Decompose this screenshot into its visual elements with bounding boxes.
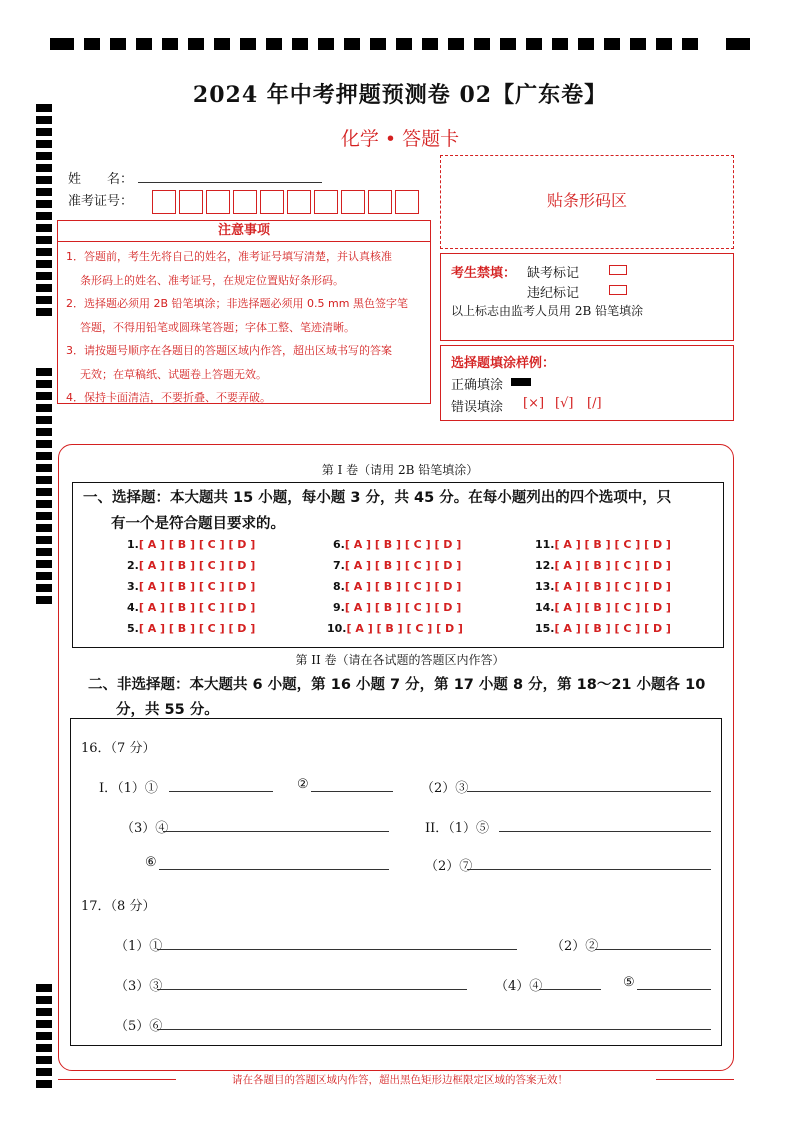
mcq-item-5[interactable]: 5.[ A ] [ B ] [ C ] [ D ] <box>127 622 256 635</box>
notice-line: 3．请按题号顺序在各题目的答题区域内作答，超出区域书写的答案 <box>66 344 392 357</box>
id-label: 准考证号： <box>68 194 134 209</box>
part2-title-line1: 二、非选择题：本大题共 6 小题，第 16 小题 7 分，第 17 小题 8 分，第 18～21 小题各 10 <box>88 677 706 693</box>
fill-sample-box <box>440 345 734 421</box>
q17-c5-label: ⑤ <box>623 975 635 990</box>
mcq-item-1[interactable]: 1.[ A ] [ B ] [ C ] [ D ] <box>127 538 256 551</box>
exam-id-boxes[interactable] <box>152 190 422 216</box>
q17-a3-label: （3）③ <box>115 979 163 994</box>
q17-a1-label: （1）① <box>115 939 163 954</box>
q17-title: 17．（8 分） <box>81 899 156 914</box>
mcq-item-3[interactable]: 3.[ A ] [ B ] [ C ] [ D ] <box>127 580 256 593</box>
mcq-item-10[interactable]: 10.[ A ] [ B ] [ C ] [ D ] <box>327 622 463 635</box>
notice-line: 条形码上的姓名、准考证号，在规定位置贴好条形码。 <box>80 273 344 287</box>
q16-blank-2[interactable] <box>311 777 393 792</box>
mcq-title-line2: 有一个是符合题目要求的。 <box>111 516 285 532</box>
q17-blank-2[interactable] <box>595 935 711 950</box>
footer-warning: 请在各题目的答题区域内作答，超出黑色矩形边框限定区域的答案无效！ <box>232 1074 568 1086</box>
q16-c6-label: ⑥ <box>145 855 157 870</box>
q17-a5-label: （5）⑥ <box>115 1019 163 1034</box>
q16-title: 16．（7 分） <box>81 741 156 756</box>
mcq-item-4[interactable]: 4.[ A ] [ B ] [ C ] [ D ] <box>127 601 256 614</box>
q16-i1-label: I．（1）① <box>99 781 158 796</box>
q16-blank-6[interactable] <box>159 855 389 870</box>
mcq-section <box>72 482 724 648</box>
q17-a4-label: （4）④ <box>495 979 543 994</box>
q17-a2-label: （2）② <box>551 939 599 954</box>
q16-blank-4[interactable] <box>163 817 389 832</box>
top-timing-marks <box>50 38 750 52</box>
q16-blank-3[interactable] <box>467 777 711 792</box>
correct-fill-mark <box>511 378 531 386</box>
q16-c2-label: ② <box>297 777 309 792</box>
q17-blank-4[interactable] <box>539 975 601 990</box>
q16-ii2-label: （2）⑦ <box>425 859 473 874</box>
mcq-item-2[interactable]: 2.[ A ] [ B ] [ C ] [ D ] <box>127 559 256 572</box>
page-subtitle: 化学 • 答题卡 <box>340 128 460 150</box>
mcq-item-7[interactable]: 7.[ A ] [ B ] [ C ] [ D ] <box>333 559 462 572</box>
barcode-area: 贴条形码区 <box>440 155 734 249</box>
mcq-item-12[interactable]: 12.[ A ] [ B ] [ C ] [ D ] <box>535 559 671 572</box>
q16-ii1-label: II．（1）⑤ <box>425 821 490 836</box>
q17-blank-1[interactable] <box>157 935 517 950</box>
forbid-title: 考生禁填： <box>451 266 517 281</box>
q17-blank-3[interactable] <box>157 975 467 990</box>
mcq-item-11[interactable]: 11.[ A ] [ B ] [ C ] [ D ] <box>535 538 671 551</box>
notice-line: 1．答题前，考生先将自己的姓名，准考证号填写清楚，并认真核准 <box>66 250 392 263</box>
mcq-item-9[interactable]: 9.[ A ] [ B ] [ C ] [ D ] <box>333 601 462 614</box>
wrong-label: 错误填涂 <box>451 400 504 415</box>
mcq-item-13[interactable]: 13.[ A ] [ B ] [ C ] [ D ] <box>535 580 671 593</box>
violation-mark-box[interactable] <box>609 285 627 295</box>
q16-blank-1[interactable] <box>169 777 273 792</box>
absent-mark-box[interactable] <box>609 265 627 275</box>
part2-heading: 第 II 卷（请在各试题的答题区内作答） <box>295 653 505 667</box>
mcq-item-15[interactable]: 15.[ A ] [ B ] [ C ] [ D ] <box>535 622 671 635</box>
forbid-note: 以上标志由监考人员用 2B 铅笔填涂 <box>451 304 644 318</box>
q16-blank-7[interactable] <box>467 855 711 870</box>
wrong-mark-x: [×] <box>523 396 545 411</box>
notice-title: 注意事项 <box>58 221 430 242</box>
wrong-mark-check: [√] <box>555 396 574 411</box>
wrong-mark-slash: [/] <box>587 396 602 411</box>
sample-title: 选择题填涂样例： <box>451 356 556 371</box>
notice-line: 无效；在草稿纸、试题卷上答题无效。 <box>80 367 267 381</box>
violation-label: 违纪标记 <box>527 286 580 301</box>
notice-line: 答题，不得用铅笔或圆珠笔答题；字体工整、笔迹清晰。 <box>80 320 355 334</box>
mcq-item-6[interactable]: 6.[ A ] [ B ] [ C ] [ D ] <box>333 538 462 551</box>
part1-heading: 第 I 卷（请用 2B 铅笔填涂） <box>321 463 479 477</box>
mcq-item-8[interactable]: 8.[ A ] [ B ] [ C ] [ D ] <box>333 580 462 593</box>
q16-i3-label: （3）④ <box>121 821 169 836</box>
notice-line: 4．保持卡面清洁，不要折叠、不要弄破。 <box>66 391 271 404</box>
mcq-title-line1: 一、选择题：本大题共 15 小题，每小题 3 分，共 45 分。在每小题列出的四个选项中，只 <box>83 490 672 506</box>
written-answer-box <box>70 718 722 1046</box>
absent-label: 缺考标记 <box>527 266 580 281</box>
part2-title-line2: 分，共 55 分。 <box>116 702 219 718</box>
notice-box <box>57 220 431 404</box>
q17-blank-6[interactable] <box>157 1015 711 1030</box>
name-field[interactable] <box>138 166 322 183</box>
page-title: 2024 年中考押题预测卷 02【广东卷】 <box>192 82 608 108</box>
q17-blank-5[interactable] <box>637 975 711 990</box>
q16-blank-5[interactable] <box>499 817 711 832</box>
q16-i2-label: （2）③ <box>421 781 469 796</box>
examiner-only-box <box>440 253 734 341</box>
correct-label: 正确填涂 <box>451 378 504 393</box>
mcq-item-14[interactable]: 14.[ A ] [ B ] [ C ] [ D ] <box>535 601 671 614</box>
notice-line: 2．选择题必须用 2B 铅笔填涂；非选择题必须用 0.5 mm 黑色签字笔 <box>66 297 408 310</box>
name-label: 姓 名： <box>68 172 134 187</box>
